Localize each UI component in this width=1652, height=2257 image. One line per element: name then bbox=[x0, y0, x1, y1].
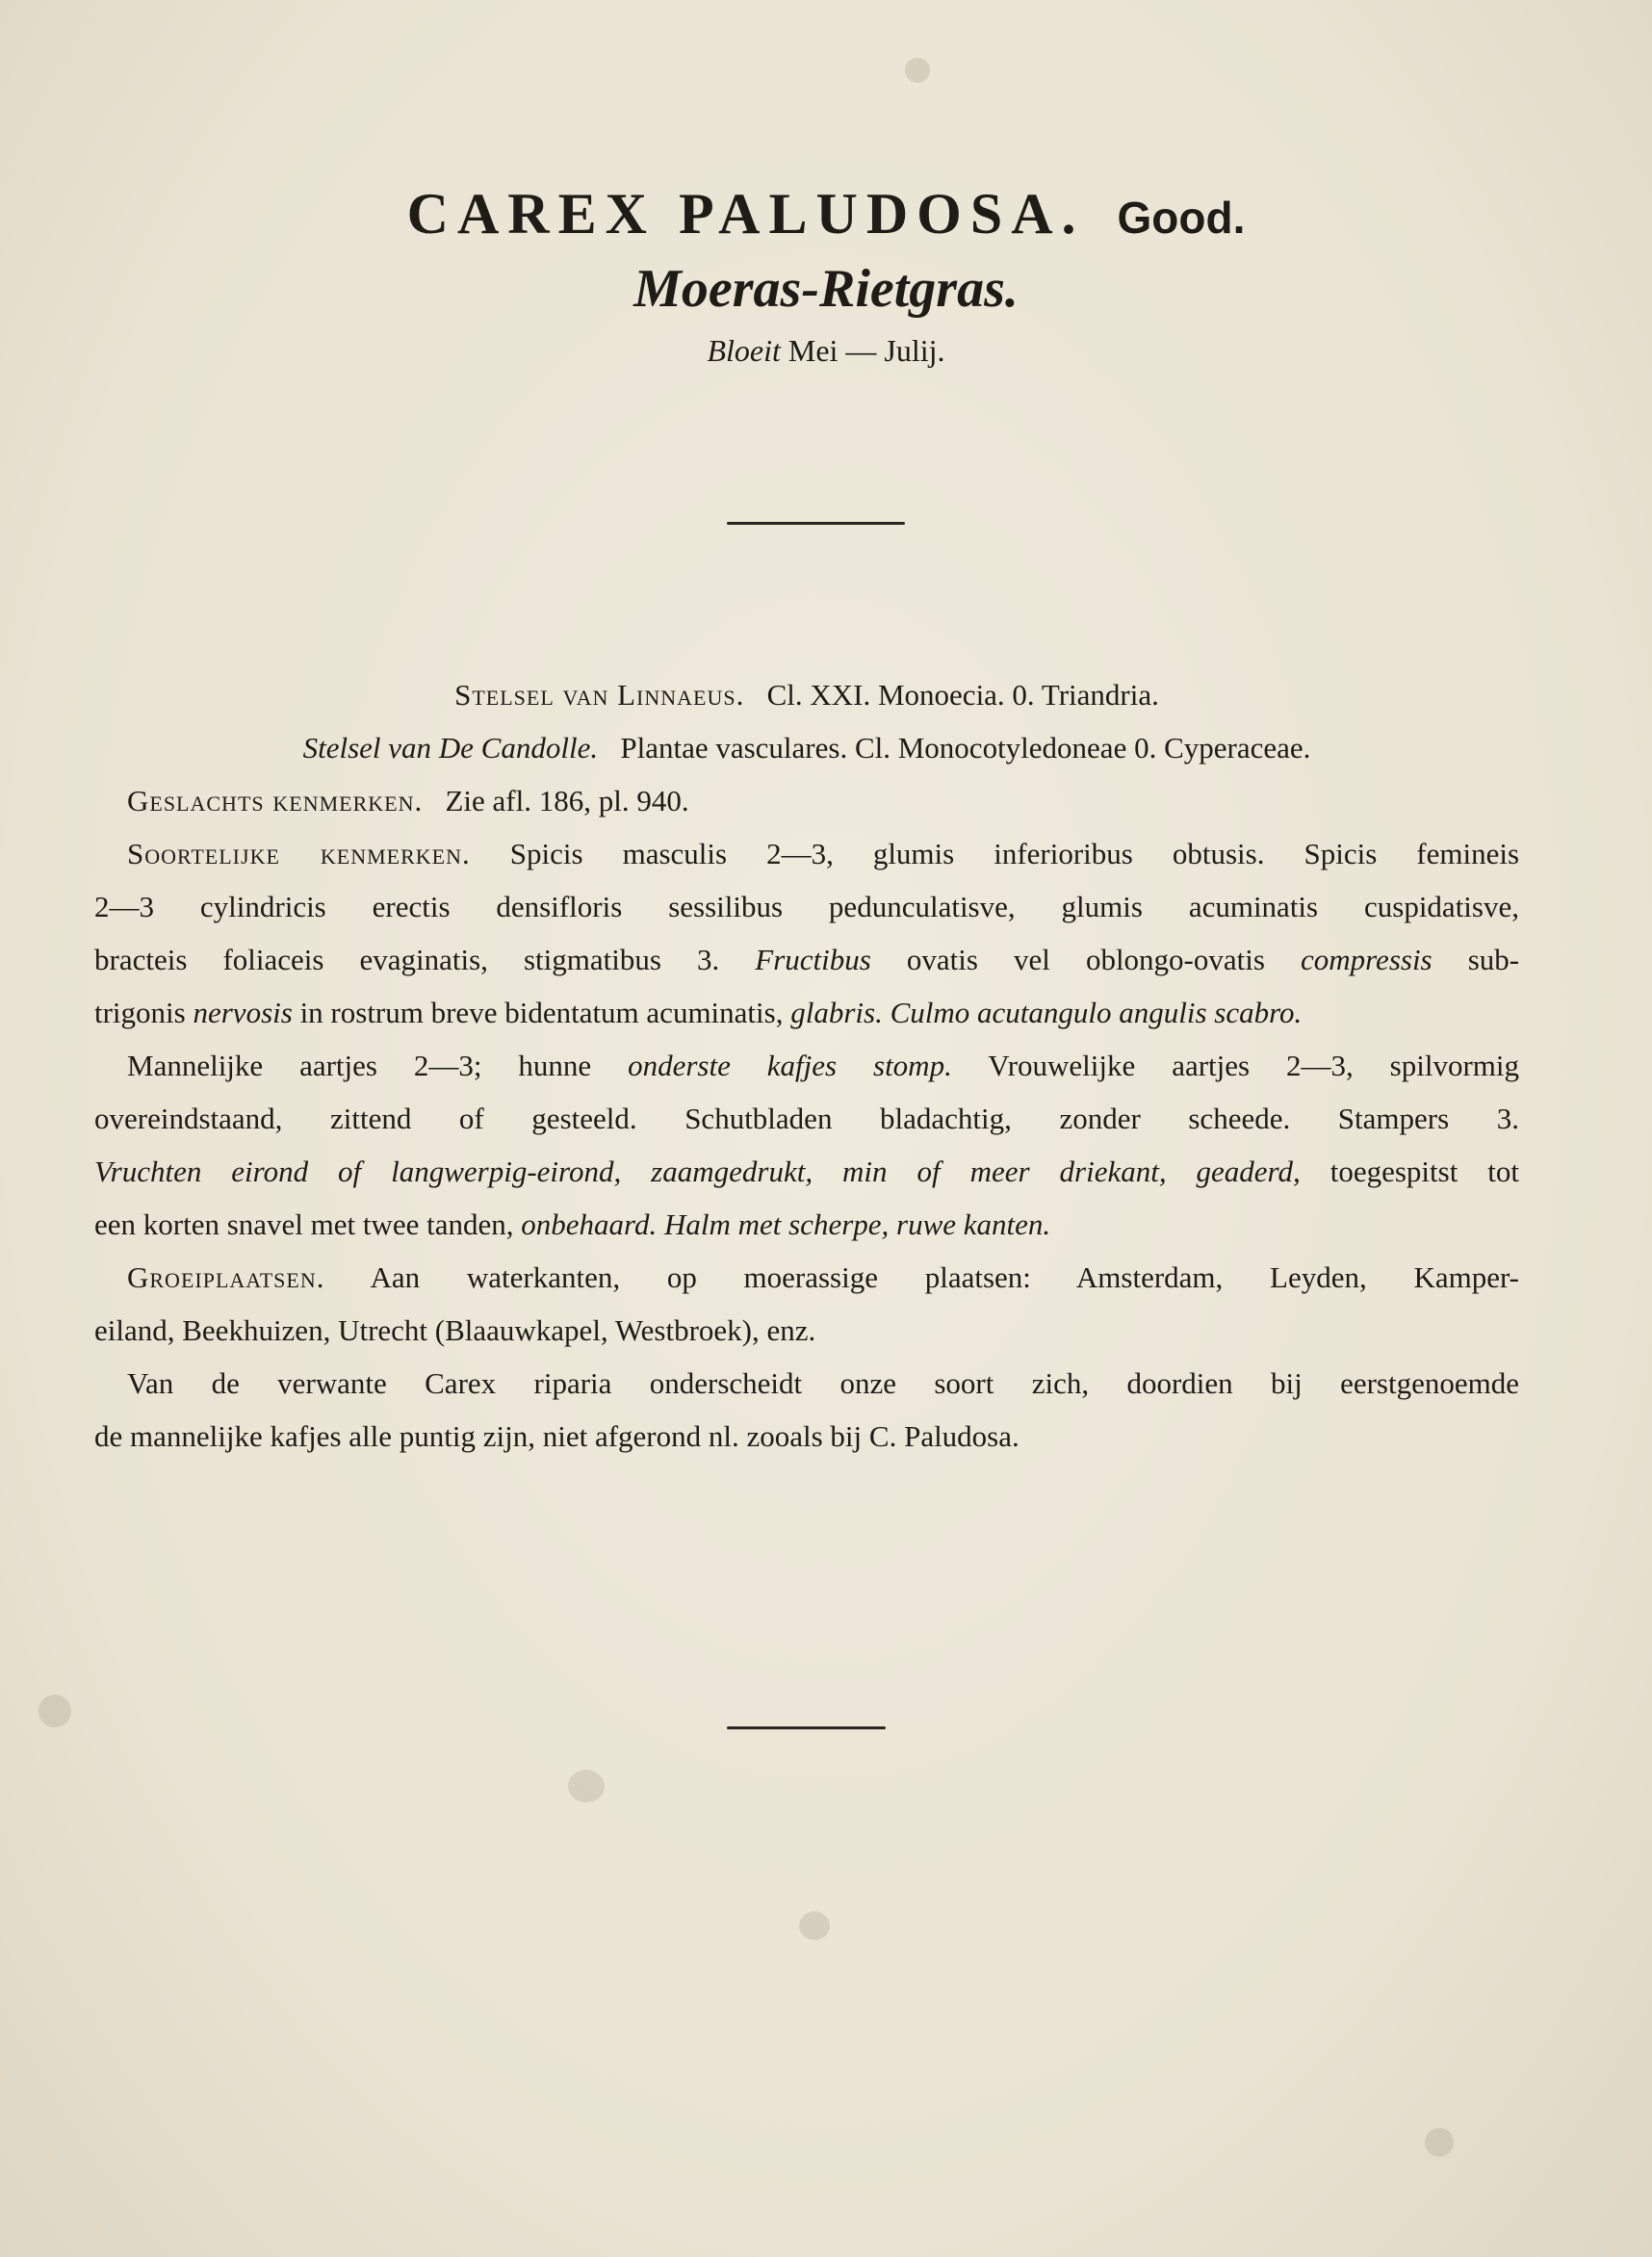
species-latin-text-3a: bracteis foliaceis evaginatis, stigmatibus 3. bbox=[94, 943, 720, 976]
flowering-period: Mei — Julij. bbox=[787, 333, 945, 368]
flowering-line bbox=[0, 333, 1652, 369]
genus-line bbox=[94, 774, 1519, 827]
species-dutch-text-1a: Mannelijke aartjes 2—3; hunne bbox=[127, 1049, 592, 1082]
species-latin-text-3e: sub- bbox=[1467, 943, 1520, 976]
species-dutch-line-3 bbox=[94, 1145, 1519, 1198]
species-latin-line-4 bbox=[94, 986, 1519, 1039]
species-dutch-text-1c: Vrouwelijke aartjes 2—3, spilvormig bbox=[988, 1049, 1519, 1082]
species-latin-text-4d: glabris. Culmo acutangulo angulis scabro. bbox=[790, 996, 1303, 1029]
linnaeus-text: Cl. XXI. Monoecia. 0. Triandria. bbox=[766, 678, 1159, 712]
paper-spot bbox=[568, 1770, 605, 1803]
paper-spot bbox=[1425, 2128, 1454, 2157]
paper-spot bbox=[39, 1695, 71, 1727]
species-latin-text-4a: trigonis bbox=[94, 996, 186, 1029]
species-latin-text-4c: in rostrum breve bidentatum acuminatis, bbox=[299, 996, 784, 1029]
vernacular-name: Moeras-Rietgras. bbox=[633, 259, 1019, 319]
candolle-text: Plantae vasculares. Cl. Monocotyledoneae 0. Cyperaceae. bbox=[620, 731, 1311, 765]
genus-text: Zie afl. 186, pl. 940. bbox=[445, 784, 689, 817]
species-dutch-text-1b: onderste kafjes stomp. bbox=[628, 1049, 952, 1082]
habitat-label: Groeiplaatsen. bbox=[127, 1260, 325, 1294]
habitat-text-1: Aan waterkanten, op moerassige plaatsen: Amsterdam, Leyden, Kamper- bbox=[370, 1260, 1519, 1294]
genus-label: Geslachts kenmerken. bbox=[127, 784, 424, 817]
note-line-1: Van de verwante Carex riparia onderscheidt onze soort zich, doordien bij eerstgenoemde bbox=[127, 1366, 1519, 1400]
species-latin-text-3c: ovatis vel oblongo-ovatis bbox=[906, 943, 1265, 976]
author-abbreviation: Good. bbox=[1117, 193, 1246, 243]
species-dutch-text-3a: Vruchten eirond of langwerpig-eirond, zaamgedrukt, min of meer driekant, geaderd, bbox=[94, 1154, 1301, 1188]
linnaeus-label: Stelsel van Linnaeus. bbox=[454, 678, 745, 712]
habitat-line-2: eiland, Beekhuizen, Utrecht (Blaauwkapel, Westbroek), enz. bbox=[94, 1313, 816, 1347]
species-dutch-text-4b: onbehaard. Halm met scherpe, ruwe kanten. bbox=[521, 1207, 1051, 1241]
ornamental-divider-bottom bbox=[727, 1726, 886, 1729]
species-dutch-text-4a: een korten snavel met twee tanden, bbox=[94, 1207, 514, 1241]
species-dutch-line-4 bbox=[94, 1198, 1519, 1251]
linnaeus-line bbox=[94, 668, 1519, 721]
candolle-line bbox=[94, 721, 1519, 774]
species-dutch-text-3b: toegespitst tot bbox=[1329, 1154, 1519, 1188]
paper-spot bbox=[799, 1911, 830, 1940]
species-latin-line-1 bbox=[94, 827, 1519, 880]
page-title bbox=[0, 181, 1652, 247]
species-dutch-line-1 bbox=[94, 1039, 1519, 1092]
species-label: Soortelijke kenmerken. bbox=[127, 837, 471, 870]
species-latin-line-2: 2—3 cylindricis erectis densifloris sessilibus pedunculatisve, glumis acuminatis cuspidatisve, bbox=[94, 890, 1519, 923]
candolle-label: Stelsel van De Candolle. bbox=[302, 731, 599, 765]
habitat-line-1 bbox=[94, 1251, 1519, 1304]
species-latin-text-3d: compressis bbox=[1301, 943, 1433, 976]
species-dutch-line-2: overeindstaand, zittend of gesteeld. Schutbladen bladachtig, zonder scheede. Stampers 3. bbox=[94, 1102, 1519, 1135]
note-line-2: de mannelijke kafjes alle puntig zijn, niet afgerond nl. zooals bij C. Paludosa. bbox=[94, 1419, 1020, 1453]
species-latin-text-3b: Fructibus bbox=[755, 943, 871, 976]
description-body bbox=[94, 668, 1519, 1463]
flowering-label: Bloeit bbox=[707, 333, 781, 368]
species-latin-line-3 bbox=[94, 933, 1519, 986]
species-latin-text-1: Spicis masculis 2—3, glumis inferioribus obtusis. Spicis femineis bbox=[509, 837, 1520, 870]
species-name: CAREX PALUDOSA. bbox=[406, 182, 1085, 246]
species-latin-text-4b: nervosis bbox=[193, 996, 293, 1029]
paper-spot bbox=[905, 58, 930, 83]
ornamental-divider-top bbox=[727, 522, 905, 525]
